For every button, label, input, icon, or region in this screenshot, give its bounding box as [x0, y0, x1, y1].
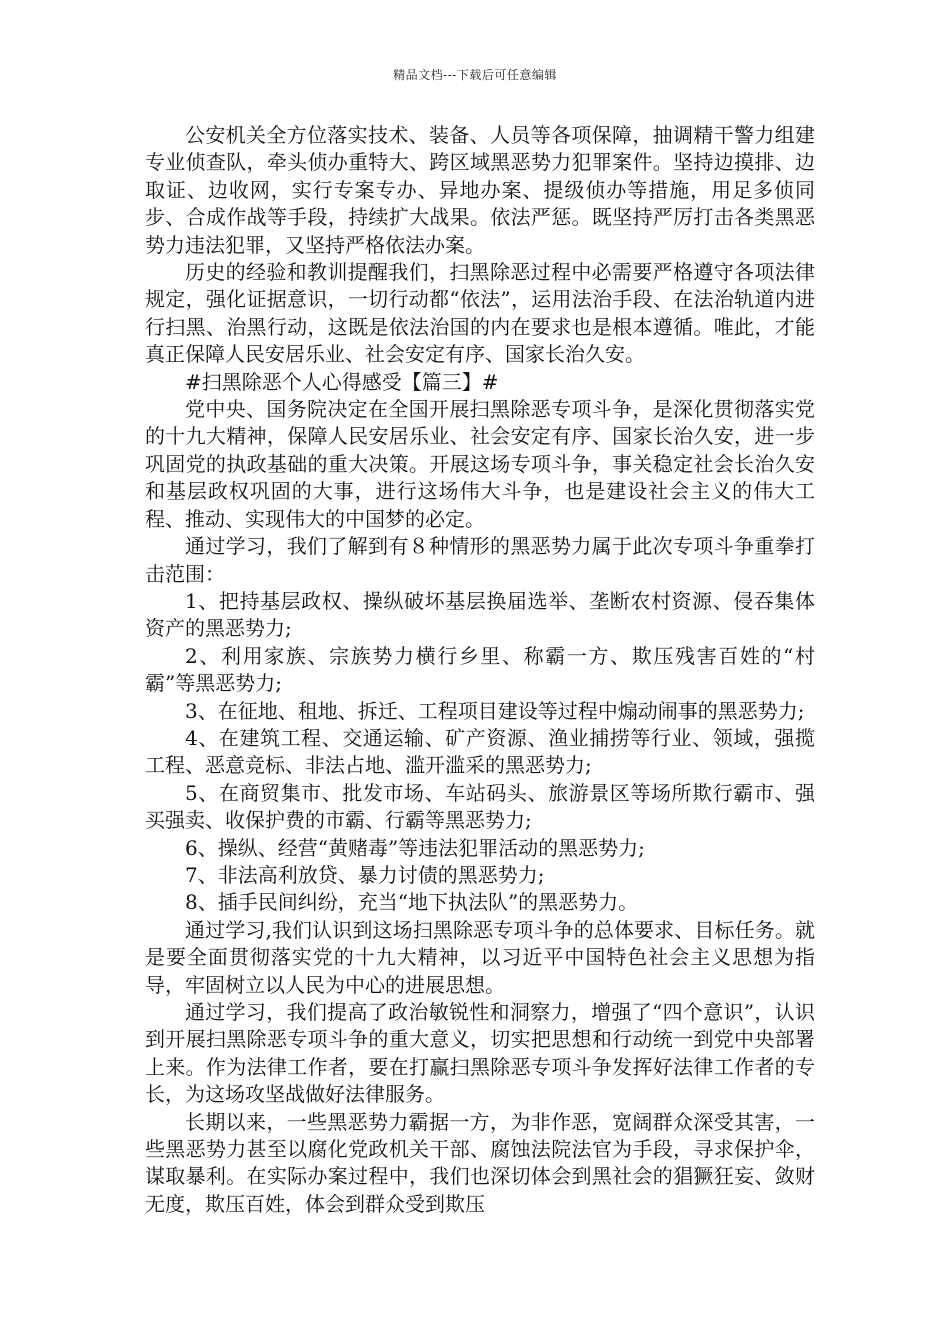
list-item: 6、操纵、经营“黄赌毒”等违法犯罪活动的黑恶势力;: [185, 835, 645, 860]
document-body: [145, 122, 815, 1218]
paragraph: 党中央、国务院决定在全国开展扫黑除恶专项斗争，是深化贯彻落实党的十九大精神，保障人民安居乐业、社会安定有序、国家长治久安，进一步巩固党的执政基础的重大决策。开展这场专项斗争，事关稳定社会长治久安和基层政权巩固的大事，进行这场伟大斗争，也是建设社会主义的伟大工程、推动、实现伟大的中国梦的必定。: [145, 397, 815, 531]
list-item: 1、把持基层政权、操纵破坏基层换届选举、垄断农村资源、侵吞集体资产的黑恶势力;: [145, 588, 815, 641]
paragraph: 通过学习，我们了解到有８种情形的黑恶势力属于此次专项斗争重拳打击范围：: [145, 534, 815, 586]
paragraph: 长期以来，一些黑恶势力霸据一方，为非作恶，宽阔群众深受其害，一些黑恶势力甚至以腐化党政机关干部、腐蚀法院法官为手段，寻求保护伞，谋取暴利。在实际办案过程中，我们也深切体会到黑社会的猖獗狂妄、敛财无度，欺压百姓，体会到群众受到欺压: [145, 1109, 815, 1216]
list-item: 8、插手民间纠纷，充当“地下执法队”的黑恶势力。: [185, 890, 639, 915]
paragraph: 历史的经验和教训提醒我们，扫黑除恶过程中必需要严格遵守各项法律规定，强化证据意识，一切行动都“依法”，运用法治手段、在法治轨道内进行扫黑、治黑行动，这既是依法治国的内在要求也是根本遵循。唯此，才能真正保障人民安居乐业、社会安定有序、国家长治久安。: [145, 260, 815, 367]
section-heading: #扫黑除恶个人心得感受【篇三】#: [185, 369, 499, 394]
list-item: 2、利用家族、宗族势力横行乡里、称霸一方、欺压残害百姓的“村霸”等黑恶势力;: [145, 643, 815, 696]
list-item: 3、在征地、租地、拆迁、工程项目建设等过程中煽动闹事的黑恶势力;: [185, 698, 805, 723]
list-item: 7、非法高利放贷、暴力讨债的黑恶势力;: [185, 862, 545, 887]
list-item: 4、在建筑工程、交通运输、矿产资源、渔业捕捞等行业、领域，强揽工程、恶意竞标、非法占地、滥开滥采的黑恶势力;: [145, 725, 815, 778]
page-header: 精品文档---下载后可任意编辑: [393, 68, 557, 82]
paragraph: 通过学习，我们提高了政治敏锐性和洞察力，增强了“四个意识”，认识到开展扫黑除恶专项斗争的重大意义，切实把思想和行动统一到党中央部署上来。作为法律工作者，要在打赢扫黑除恶专项斗争发挥好法律工作者的专长，为这场攻坚战做好法律服务。: [145, 1000, 815, 1107]
paragraph: 通过学习,我们认识到这场扫黑除恶专项斗争的总体要求、目标任务。就是要全面贯彻落实党的十九大精神，以习近平中国特色社会主义思想为指导，牢固树立以人民为中心的进展思想。: [145, 917, 815, 997]
paragraph: 公安机关全方位落实技术、装备、人员等各项保障，抽调精干警力组建专业侦查队，牵头侦办重特大、跨区域黑恶势力犯罪案件。坚持边摸排、边取证、边收网，实行专案专办、异地办案、提级侦办等措施，用足多侦同步、合成作战等手段，持续扩大战果。依法严惩。既坚持严厉打击各类黑恶势力违法犯罪，又坚持严格依法办案。: [145, 123, 815, 257]
list-item: 5、在商贸集市、批发市场、车站码头、旅游景区等场所欺行霸市、强买强卖、收保护费的市霸、行霸等黑恶势力;: [145, 780, 815, 833]
